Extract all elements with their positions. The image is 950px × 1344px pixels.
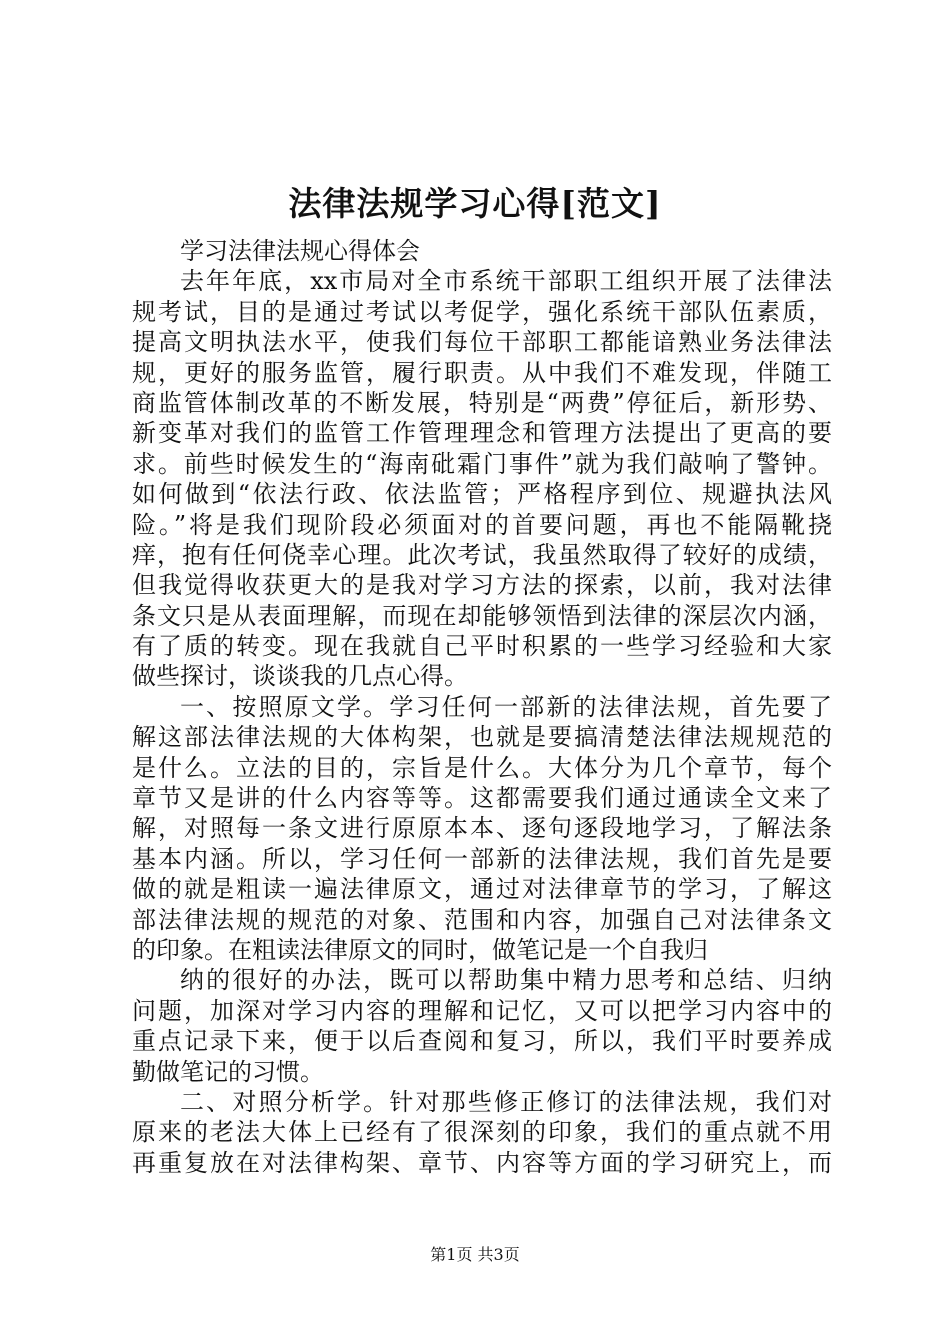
paragraph [132,236,832,266]
text-line: 基本内涵。所以，学习任何一部新的法律法规，我们首先是要 [132,844,832,873]
text-line: 规考试，目的是通过考试以考促学，强化系统干部队伍素质， [132,297,832,326]
text-line: 去年年底，xx市局对全市系统干部职工组织开展了法律法 [180,267,832,296]
text-line: 痒，抱有任何侥幸心理。此次考试，我虽然取得了较好的成绩， [132,540,832,569]
text-line: 的印象。在粗读法律原文的同时，做笔记是一个自我归 [132,935,708,964]
text-line: 有了质的转变。现在我就自己平时积累的一些学习经验和大家 [132,632,832,661]
text-line: 原来的老法大体上已经有了很深刻的印象，我们的重点就不用 [132,1118,832,1147]
paragraph [132,1087,832,1178]
text-line: 纳的很好的办法，既可以帮助集中精力思考和总结、归纳 [180,966,832,995]
text-line: 险。”将是我们现阶段必须面对的首要问题，再也不能隔靴挠 [132,510,832,539]
text-line: 解这部法律法规的大体构架，也就是要搞清楚法律法规规范的 [132,723,832,752]
text-line: 做的就是粗读一遍法律原文，通过对法律章节的学习，了解这 [132,875,832,904]
text-line: 解，对照每一条文进行原原本本、逐句逐段地学习，了解法条 [132,814,832,843]
document-title: 法律法规学习心得[范文] [288,184,662,223]
text-line: 规，更好的服务监管，履行职责。从中我们不难发现，伴随工 [132,358,832,387]
text-line: 部法律法规的规范的对象、范围和内容，加强自己对法律条文 [132,905,832,934]
document-body [132,236,832,1178]
text-line: 问题，加深对学习内容的理解和记忆，又可以把学习内容中的 [132,996,832,1025]
text-line: 提高文明执法水平，使我们每位干部职工都能谙熟业务法律法 [132,328,832,357]
text-line: 勤做笔记的习惯。 [132,1057,324,1086]
paragraph [132,692,832,966]
page-footer: 第1页 共3页 [430,1245,520,1264]
text-line: 做些探讨，谈谈我的几点心得。 [132,662,468,691]
text-line: 学习法律法规心得体会 [180,237,420,265]
text-line: 重点记录下来，便于以后查阅和复习，所以，我们平时要养成 [132,1027,832,1056]
text-line: 章节又是讲的什么内容等等。这都需要我们通过通读全文来了 [132,784,832,813]
text-line: 但我觉得收获更大的是我对学习方法的探索，以前，我对法律 [132,571,832,600]
text-line: 新变革对我们的监管工作管理理念和管理方法提出了更高的要 [132,419,832,448]
paragraph [132,266,832,691]
text-line: 二、对照分析学。针对那些修正修订的法律法规，我们对 [180,1087,832,1116]
text-line: 商监管体制改革的不断发展，特别是“两费”停征后，新形势、 [132,388,832,417]
paragraph [132,965,832,1087]
text-line: 一、按照原文学。学习任何一部新的法律法规，首先要了 [180,692,832,721]
text-line: 条文只是从表面理解，而现在却能够领悟到法律的深层次内涵， [132,601,832,630]
text-line: 再重复放在对法律构架、章节、内容等方面的学习研究上，而 [132,1148,832,1177]
text-line: 是什么。立法的目的，宗旨是什么。大体分为几个章节，每个 [132,753,832,782]
text-line: 如何做到“依法行政、依法监管；严格程序到位、规避执法风 [132,480,832,509]
text-line: 求。前些时候发生的“海南砒霜门事件”就为我们敲响了警钟。 [132,449,832,478]
